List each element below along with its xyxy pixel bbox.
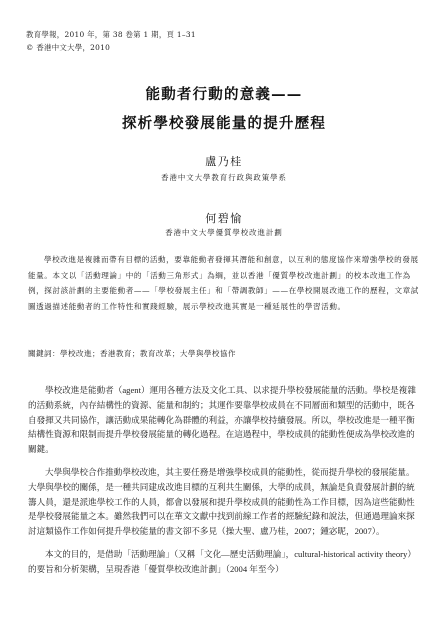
author-affiliation-2: 香港中文大學優質學校改進計劃 xyxy=(165,228,283,237)
body-paragraph-3: 本文的目的，是借助「活動理論」（又稱「文化—歷史活動理論」，cultural-historical activity theory）的要旨和分析架構，呈現香港「優質學校改進計劃」（2004 年至今） xyxy=(28,548,416,574)
article-title-line-2: 探析學校發展能量的提升歷程 xyxy=(121,116,327,132)
article-title-line-1: 能動者行動的意義—— xyxy=(145,87,303,103)
keywords: 關鍵詞：學校改進；香港教育；教育改革；大學與學校協作 xyxy=(28,349,236,358)
author-name-1: 盧乃桂 xyxy=(205,155,243,168)
abstract xyxy=(28,252,420,314)
body-paragraph-2: 大學與學校合作推動學校改進，其主要任務是增強學校成員的能動性，從而提升學校的發展能量。大學與學校的關係，是一種共同建成改進目標的互利共生關係，大學的成員，無論是負責發展計劃的統籌人員，還是派進學校工作的人員，都會以發展和提升學校成員的能動性為工作目標，因為這些能動性是學校發展能量之本。雖然我們可以在華文文獻中找到前線工作者的經驗紀錄和說法，但通過理論來探討這類協作工作如何提升學校能量的書文卻不多見（操大聖、盧乃桂，2007；鍾宓昵，2007）。 xyxy=(28,466,415,537)
body-text xyxy=(28,383,420,577)
abstract-text: 學校改進是複雜而帶有目標的活動，要靠能動者發揮其潛能和創意，以互利的態度協作來增強學校的發展能量。本文以「活動理論」中的「活動三角形式」為綱，並以香港「優質學校改進計劃」的校本改進工作為例，探討該計劃的主要能動者——「學校發展主任」和「帶調教師」——在學校開展改進工作的歷程，文章試圖透過描述能動者的工作特性和實踐經驗，展示學校改進其實是一種延展性的學習活動。 xyxy=(28,255,419,311)
running-header xyxy=(26,28,196,54)
journal-citation: 教育學報，2010 年，第 38 卷第 1 期，頁 1–31 xyxy=(26,30,196,39)
author-name-2: 何碧愉 xyxy=(205,212,243,225)
body-paragraph-1: 學校改進是能動者（agent）運用各種方法及文化工具、以求提升學校發展能量的活動。學校是複雜的活動系統，內存結構性的資源、能量和制約；其運作要靠學校成員在不同層面和類型的活動中，既各自發揮又共同協作，讓活動成果能轉化為群體的利益，亦讓學校持續發展。所以，學校改進是一種平衡結構性資源和限制而提升學校發展能量的轉化過程。在這過程中，學校成員的能動性便成為學校改進的關鍵。 xyxy=(28,385,416,455)
author-affiliation-1: 香港中文大學教育行政與政策學系 xyxy=(161,173,287,182)
copyright-line: © 香港中文大學，2010 xyxy=(26,43,111,52)
